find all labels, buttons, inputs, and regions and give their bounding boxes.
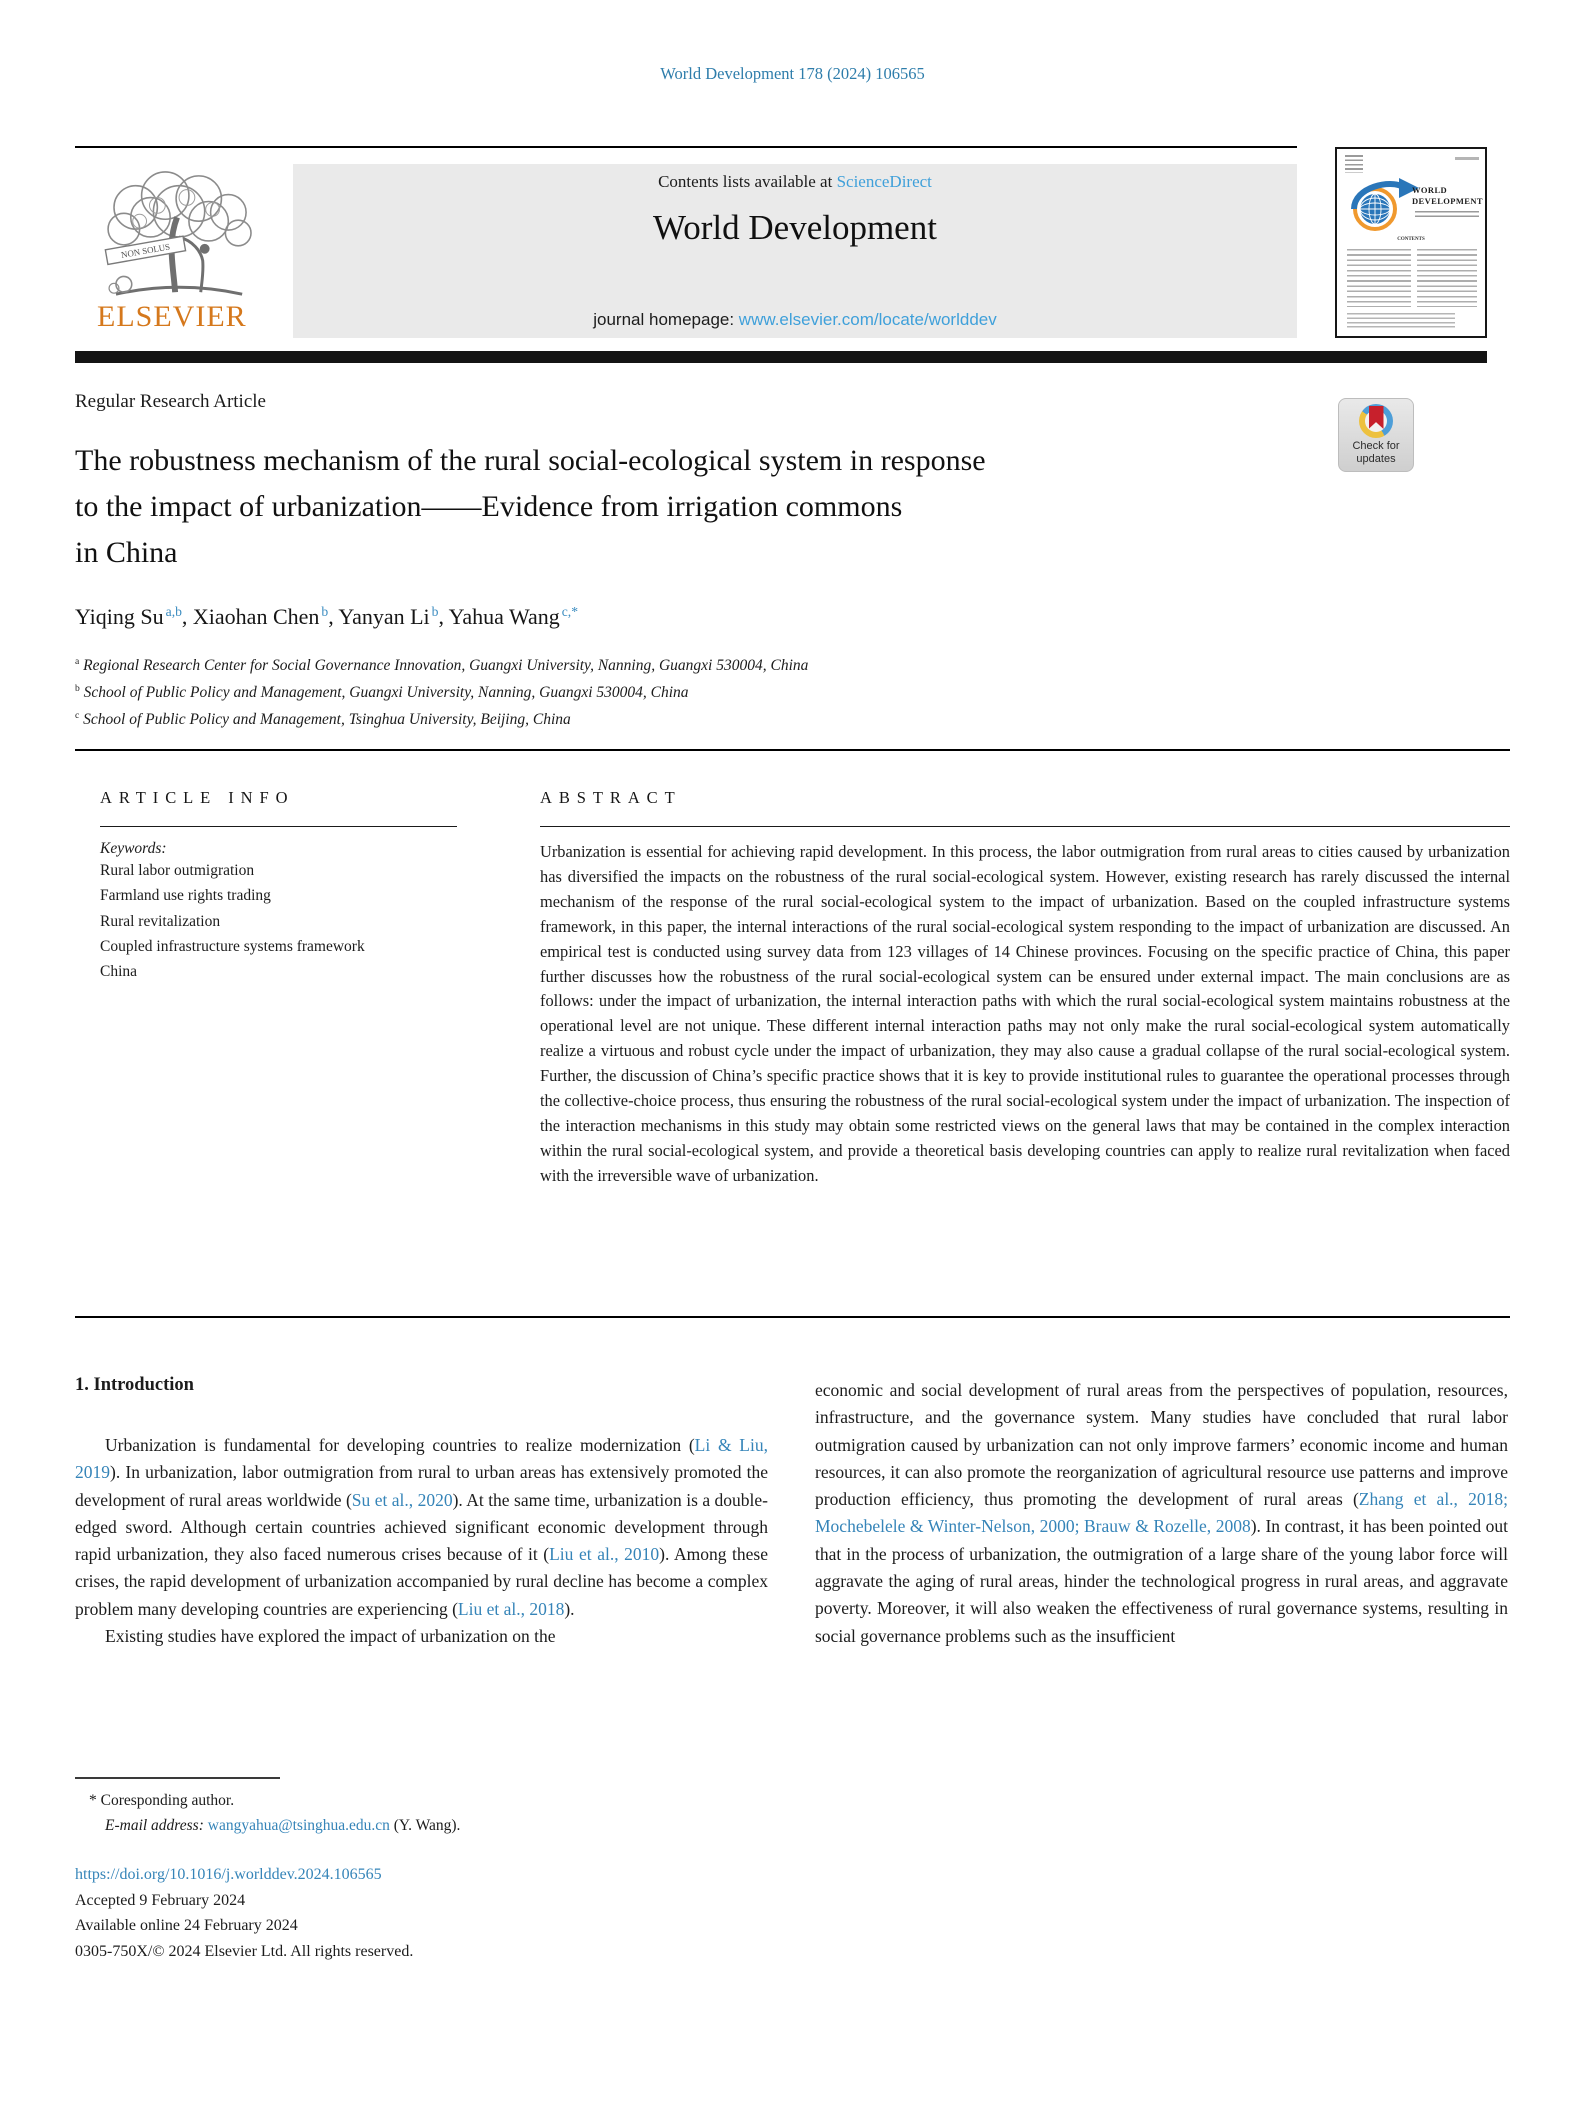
homepage-prefix: journal homepage:	[593, 310, 739, 329]
email-link[interactable]: wangyahua@tsinghua.edu.cn	[207, 1816, 390, 1834]
email-line: E-mail address: wangyahua@tsinghua.edu.cn (Y. Wang).	[105, 1816, 461, 1834]
keyword-item: Farmland use rights trading	[100, 887, 271, 905]
elsevier-logo	[75, 164, 293, 338]
footnote-block	[75, 1777, 768, 1838]
masthead-center	[293, 164, 1297, 338]
corresponding-author-note: * Coresponding author.	[89, 1791, 235, 1809]
abstract-text: Urbanization is essential for achieving rapid development. In this process, the labor outmigration from rural areas to cities caused by urbanization has diversified the impacts on the robustness of the rural social-ecological system. However, existing research has rarely discussed the internal mechanism of the response of the rural social-ecological system to the impact of urbanization. Based on the coupled infrastructure systems framework, in this paper, the internal interactions of the rural social-ecological system responding to the impact of urbanization are discussed. An empirical test is conducted using survey data from 123 villages of 14 Chinese provinces. Focusing on the specific practice of China, this paper further discusses how the robustness of the rural social-ecological system can be ensured under external impact. The main conclusions are as follows: under the impact of urbanization, the internal interaction paths with which the rural social-ecological system maintains robustness at the operational level are not unique. These different internal interaction paths may not only make the rural social-ecological system automatically realize a virtuous and robust cycle under the impact of urbanization, they may also cause a gradual collapse of the rural social-ecological system. Further, the discussion of China’s specific practice shows that it is key to provide institutional rules to guarantee the operational processes through the collective-choice process, thus ensuring the robustness of the rural social-ecological system under the impact of urbanization. The inspection of the interaction mechanisms in this study may obtain some restricted views on the general laws that may be contained in the complex interaction within the rural social-ecological system, and provide a theoretical basis developing countries can apply to realize rural revitalization when faced with the irreversible wave of urbanization.	[540, 842, 1510, 1185]
cover-contents-list-right	[1417, 249, 1477, 307]
section-rule-bottom	[75, 1316, 1510, 1318]
cover-elsevier-mark-icon	[1345, 155, 1363, 173]
citation-link[interactable]: Zhang et al., 2018; Mochebelele & Winter-Nelson, 2000; Brauw & Rozelle, 2008	[815, 1489, 1508, 1537]
affiliation-b: $^b$ School of Public Policy and Management, Guangxi University, Nanning, Guangxi 530004, China	[75, 682, 689, 701]
elsevier-wordmark: ELSEVIER	[97, 300, 247, 333]
authors-line: Yiqing Su $^{a,b}$, Xiaohan Chen $^b$, Yanyan Li $^b$, Yahua Wang $^{c,*}$	[75, 603, 579, 629]
publication-info-block	[75, 1862, 835, 1964]
keyword-item: Coupled infrastructure systems framework	[100, 937, 365, 955]
elsevier-tree-icon	[87, 166, 279, 304]
article-category: Regular Research Article	[75, 391, 266, 412]
non-solus-banner: NON SOLUS	[120, 241, 171, 260]
sciencedirect-link[interactable]: ScienceDirect	[836, 172, 932, 191]
footnote-rule	[75, 1777, 280, 1779]
citation-link[interactable]: Su et al., 2020	[351, 1489, 453, 1510]
abstract-heading: ABSTRACT	[540, 788, 1510, 827]
cover-serial-text	[1455, 157, 1479, 160]
accepted-date: Accepted 9 February 2024	[75, 1891, 246, 1909]
check-updates-label: Check for updates	[1352, 440, 1400, 465]
masthead-divider-bar	[75, 351, 1487, 363]
cover-journal-title	[1412, 185, 1483, 207]
intro-right-column	[815, 1377, 1508, 1650]
doi-link[interactable]: https://doi.org/10.1016/j.worlddev.2024.106565	[75, 1866, 382, 1883]
doi-line	[75, 1862, 835, 1888]
cover-title-line2: DEVELOPMENT	[1412, 196, 1483, 206]
article-info-column	[100, 788, 457, 984]
journal-homepage-link[interactable]: www.elsevier.com/locate/worlddev	[738, 310, 997, 329]
contents-availability-line	[293, 172, 1297, 192]
journal-homepage-line	[293, 310, 1297, 330]
affiliations	[75, 652, 808, 733]
check-updates-icon	[1359, 404, 1393, 438]
citation-link[interactable]: Liu et al., 2018	[457, 1598, 565, 1619]
affiliation-a: $^a$ Regional Research Center for Social Governance Innovation, Guangxi University, Nanning, Guangxi 530004, China	[75, 655, 809, 674]
citation-link[interactable]: Liu et al., 2010	[549, 1544, 660, 1565]
keywords-label: Keywords:	[100, 840, 167, 857]
copyright-line: 0305-750X/© 2024 Elsevier Ltd. All rights reserved.	[75, 1942, 414, 1960]
cover-contents-heading: CONTENTS	[1397, 237, 1425, 242]
cover-title-line1: WORLD	[1412, 185, 1448, 195]
journal-citation: World Development 178 (2024) 106565	[660, 64, 925, 83]
top-rule	[75, 146, 1297, 148]
affiliation-c: $^c$ School of Public Policy and Management, Tsinghua University, Beijing, China	[75, 709, 571, 728]
intro-paragraph: Existing studies have explored the impact of urbanization on the	[105, 1626, 556, 1647]
contents-prefix: Contents lists available at	[658, 172, 837, 191]
journal-title: World Development	[653, 208, 937, 247]
cover-footer-lines	[1347, 313, 1455, 328]
cover-subtitle-lines	[1415, 211, 1479, 220]
journal-masthead	[75, 164, 1297, 338]
keyword-item: Rural labor outmigration	[100, 862, 255, 879]
section-rule-top	[75, 749, 1510, 751]
journal-cover-thumbnail	[1335, 147, 1487, 338]
available-online-date: Available online 24 February 2024	[75, 1917, 298, 1935]
keyword-item: Rural revitalization	[100, 912, 221, 930]
citation-link[interactable]: Li & Liu, 2019	[75, 1435, 768, 1483]
intro-paragraph: economic and social development of rural areas from the perspectives of population, resources, infrastructure, and the governance system. Many studies have concluded that rural labor outmigration caused by urbanization can not only improve farmers’ economic income and human resources, it can also promote the reorganization of agricultural resource use patterns and improve production efficiency, thus promoting the development of rural areas (Zhang et al., 2018; Mochebelele & Winter-Nelson, 2000; Brauw & Rozelle, 2008). In contrast, it has been pointed out that in the process of urbanization, the outmigration of a large share of the young labor force will aggravate the aging of rural areas, hinder the technological progress in rural areas, and aggravate poverty. Moreover, it will also weaken the effectiveness of rural governance systems, resulting in social governance problems such as the insufficient	[815, 1380, 1508, 1646]
intro-left-column	[75, 1432, 768, 1650]
intro-paragraph: Urbanization is fundamental for developing countries to realize modernization (Li & Liu, 2019). In urbanization, labor outmigration from rural to urban areas has extensively promoted the development of rural areas worldwide (Su et al., 2020). At the same time, urbanization is a double-edged sword. Although certain countries achieved significant economic development through rapid urbanization, they also faced numerous crises because of it (Liu et al., 2010). Among these crises, the rapid development of urbanization accompanied by rural decline has become a complex problem many developing countries are experiencing (Liu et al., 2018).	[75, 1435, 768, 1619]
article-title: The robustness mechanism of the rural social-ecological system in response to the impact of urbanization——Evidence from irrigation commons in China	[75, 444, 986, 569]
keyword-item: China	[100, 963, 138, 981]
cover-contents-list-left	[1347, 249, 1411, 307]
abstract-column	[540, 788, 1510, 1189]
introduction-heading: 1. Introduction	[75, 1375, 194, 1395]
article-info-heading: ARTICLE INFO	[100, 788, 457, 827]
